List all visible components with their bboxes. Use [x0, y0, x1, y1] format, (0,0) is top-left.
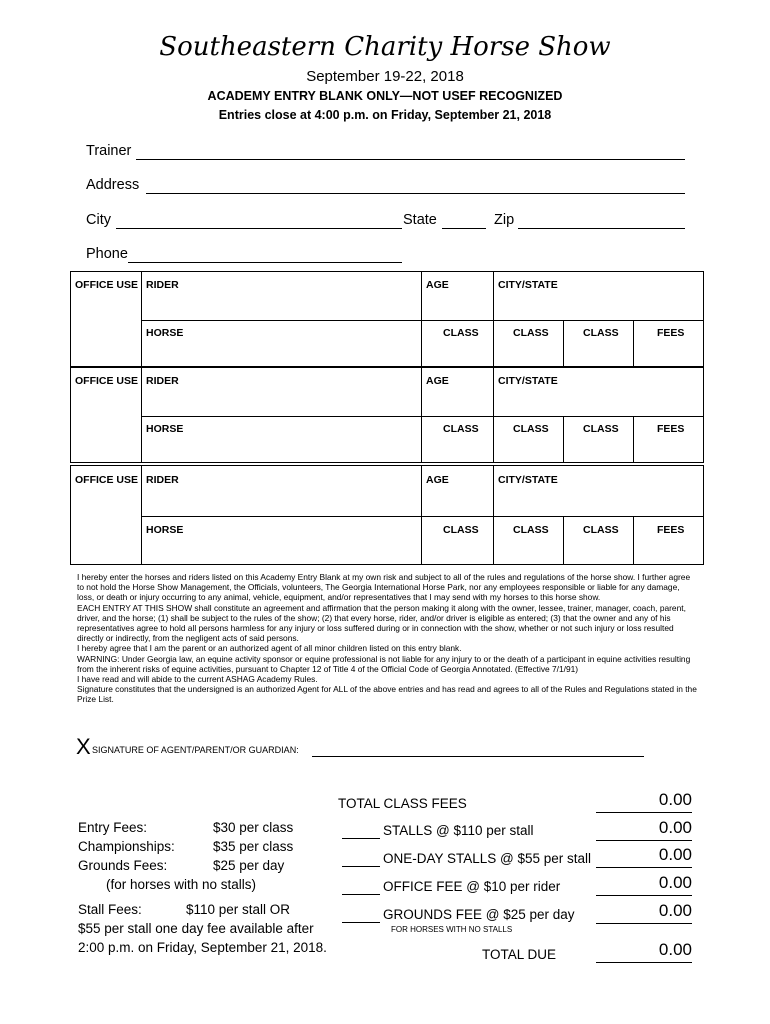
column-divider	[141, 368, 142, 462]
form-title: Southeastern Charity Horse Show	[159, 32, 611, 62]
address-label: Address	[86, 177, 140, 193]
row-divider	[141, 516, 703, 517]
class-label: CLASS	[443, 327, 479, 339]
office-use-label: OFFICE USE	[75, 375, 139, 387]
horse-label: HORSE	[146, 524, 184, 536]
grounds-fees-note: (for horses with no stalls)	[106, 877, 257, 892]
entry-deadline: Entries close at 4:00 p.m. on Friday, September 21, 2018	[218, 108, 552, 122]
signature-x-mark: X	[76, 734, 91, 759]
row-divider	[141, 320, 703, 321]
city-state-label: CITY/STATE	[498, 279, 558, 291]
total-class-fees-line	[596, 812, 692, 813]
column-divider	[493, 368, 494, 462]
office-use-label: OFFICE USE	[75, 474, 139, 486]
legal-agreement	[77, 572, 699, 705]
office-fee-line	[596, 895, 692, 896]
trainer-label: Trainer	[86, 143, 132, 159]
grounds-fees-value: $25 per day	[213, 858, 285, 873]
state-field[interactable]	[442, 228, 486, 229]
stalls-label: STALLS @ $110 per stall	[383, 823, 534, 838]
age-label: AGE	[426, 375, 449, 387]
column-divider	[563, 516, 564, 564]
entry-fees-value: $30 per class	[213, 820, 294, 835]
signature-field[interactable]	[312, 756, 644, 757]
age-label: AGE	[426, 474, 449, 486]
office-fee-value[interactable]: 0.00	[658, 873, 692, 892]
column-divider	[633, 320, 634, 366]
signature-label: SIGNATURE OF AGENT/PARENT/OR GUARDIAN:	[92, 745, 299, 755]
grounds-fee-label: GROUNDS FEE @ $25 per day	[383, 907, 575, 922]
city-label: City	[86, 212, 111, 228]
stalls-value[interactable]: 0.00	[658, 818, 692, 837]
stall-fees-label: Stall Fees:	[78, 902, 142, 917]
class-label: CLASS	[513, 423, 549, 435]
rider-label: RIDER	[146, 279, 179, 291]
class-label: CLASS	[513, 327, 549, 339]
column-divider	[421, 272, 422, 366]
entry-block-3	[70, 465, 704, 565]
age-label: AGE	[426, 279, 449, 291]
stalls-line	[596, 840, 692, 841]
grounds-fees-label: Grounds Fees:	[78, 858, 168, 873]
legal-paragraph: EACH ENTRY AT THIS SHOW shall constitute an agreement and affirmation that the person making it along with the owner, lessee, trainer, manager, coach, parent, driver, and the horse; (1) shall be subject to the rules of the show; (2) that every horse, rider, and/or driver is eligible as entered; (3) that the owner and any of his representatives agree to hold all persons harmless for any injury or loss suffered during or in connection with the show, whether or not such injury or loss resulted directly or indirectly, from the negligent acts of said persons.	[77, 602, 686, 644]
stall-fees-deadline: 2:00 p.m. on Friday, September 21, 2018.	[78, 940, 327, 955]
championships-value: $35 per class	[213, 839, 294, 854]
championships-label: Championships:	[78, 839, 175, 854]
grounds-fee-line	[596, 923, 692, 924]
column-divider	[563, 320, 564, 366]
one-day-stalls-label: ONE-DAY STALLS @ $55 per stall	[383, 851, 592, 866]
one-day-stalls-qty-field[interactable]	[342, 866, 380, 867]
stall-fees-value: $110 per stall OR	[186, 902, 291, 917]
fees-label: FEES	[657, 524, 685, 536]
class-label: CLASS	[443, 423, 479, 435]
class-label: CLASS	[583, 423, 619, 435]
total-class-fees-value[interactable]: 0.00	[658, 790, 692, 809]
legal-paragraph: WARNING: Under Georgia law, an equine activity sponsor or equine professional is not liable for any injury to or the death of a participant in equine activities resulting from the inherent risks of equine activities, pursuant to Chapter 12 of Title 4 of the Official Code of Georgia Annotated. (Effective 7/1/91)	[77, 653, 691, 674]
legal-paragraph: Signature constitutes that the undersigned is an authorized Agent for ALL of the above entries and has read and agrees to all of the Rules and Regulations stated in the Prize List.	[77, 684, 697, 705]
address-field[interactable]	[146, 193, 685, 194]
entry-block-2	[70, 367, 704, 463]
state-label: State	[403, 212, 437, 228]
show-dates: September 19-22, 2018	[306, 68, 464, 85]
rider-label: RIDER	[146, 474, 179, 486]
column-divider	[421, 368, 422, 462]
horse-label: HORSE	[146, 423, 184, 435]
legal-paragraph: I have read and will abide to the current ASHAG Academy Rules.	[77, 674, 318, 685]
column-divider	[493, 272, 494, 366]
form-subtitle: ACADEMY ENTRY BLANK ONLY—NOT USEF RECOGNIZED	[207, 89, 563, 103]
entry-fees-label: Entry Fees:	[78, 820, 148, 835]
total-due-line	[596, 962, 692, 963]
office-fee-label: OFFICE FEE @ $10 per rider	[383, 879, 561, 894]
column-divider	[633, 516, 634, 564]
total-due-value[interactable]: 0.00	[658, 940, 692, 959]
trainer-field[interactable]	[136, 159, 685, 160]
total-class-fees-label: TOTAL CLASS FEES	[338, 796, 467, 811]
grounds-fee-qty-field[interactable]	[342, 922, 380, 923]
one-day-stalls-line	[596, 867, 692, 868]
class-label: CLASS	[443, 524, 479, 536]
row-divider	[141, 416, 703, 417]
phone-field[interactable]	[128, 262, 402, 263]
legal-paragraph: I hereby enter the horses and riders listed on this Academy Entry Blank at my own risk and subject to all of the rules and regulations of the horse show. I further agree to not hold the Horse Show Management, the Officials, volunteers, The Georgia International Horse Park, nor any employees responsible or liable for any damage, loss, or death or injury occurring to any animal, vehicle, equipment, and/or representatives that I may send with my horses to this horse show.	[77, 572, 691, 603]
column-divider	[141, 272, 142, 366]
legal-paragraph: I hereby agree that I am the parent or an authorized agent of all minor children listed on this entry blank.	[77, 643, 462, 654]
column-divider	[633, 416, 634, 462]
column-divider	[421, 466, 422, 564]
column-divider	[563, 416, 564, 462]
fees-label: FEES	[657, 327, 685, 339]
zip-label: Zip	[494, 212, 515, 228]
city-state-label: CITY/STATE	[498, 474, 558, 486]
column-divider	[493, 466, 494, 564]
phone-label: Phone	[86, 246, 128, 262]
class-label: CLASS	[583, 327, 619, 339]
horse-label: HORSE	[146, 327, 184, 339]
city-field[interactable]	[116, 228, 402, 229]
grounds-fee-value[interactable]: 0.00	[658, 901, 692, 920]
rider-label: RIDER	[146, 375, 179, 387]
fees-label: FEES	[657, 423, 685, 435]
column-divider	[141, 466, 142, 564]
zip-field[interactable]	[518, 228, 685, 229]
office-fee-qty-field[interactable]	[342, 894, 380, 895]
total-due-label: TOTAL DUE	[482, 947, 557, 962]
class-label: CLASS	[513, 524, 549, 536]
entry-block-1	[70, 271, 704, 367]
class-label: CLASS	[583, 524, 619, 536]
stalls-qty-field[interactable]	[342, 838, 380, 839]
city-state-label: CITY/STATE	[498, 375, 558, 387]
office-use-label: OFFICE USE	[75, 279, 139, 291]
one-day-stalls-value[interactable]: 0.00	[658, 845, 692, 864]
grounds-fee-note: FOR HORSES WITH NO STALLS	[391, 925, 513, 934]
stall-fees-one-day: $55 per stall one day fee available after	[78, 921, 314, 936]
